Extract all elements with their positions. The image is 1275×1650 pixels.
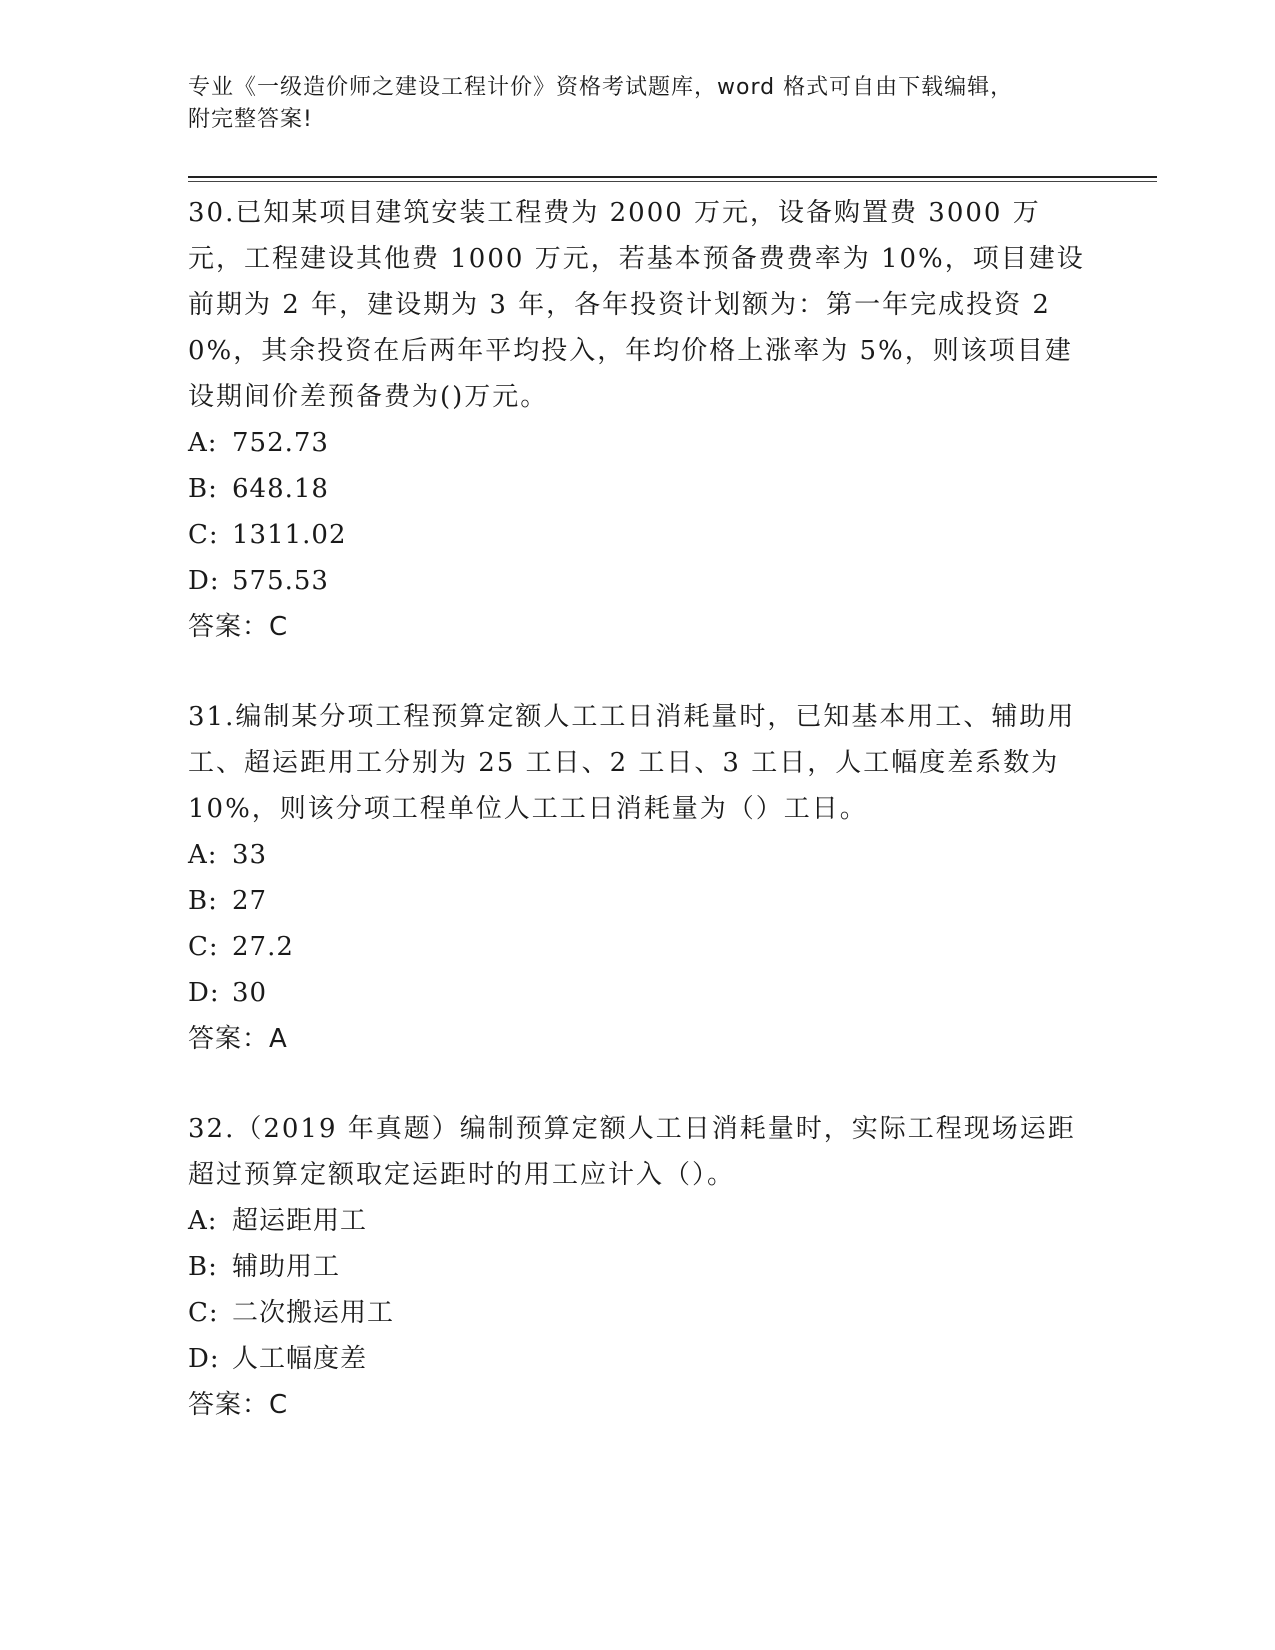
header-divider-thick xyxy=(188,176,1157,178)
question-list xyxy=(188,190,1088,1472)
page-header xyxy=(188,72,1068,136)
option-key: A: xyxy=(188,428,218,458)
option-text: 752.73 xyxy=(232,428,329,458)
question-stem: 31.编制某分项工程预算定额人工工日消耗量时，已知基本用工、辅助用工、超运距用工分别为 25 工日、2 工日、3 工日，人工幅度差系数为 10%，则该分项工程单位人工工日消耗量为（）工日。 xyxy=(188,702,1076,824)
option-d[interactable] xyxy=(188,970,1088,1016)
header-line-1: 专业《一级造价师之建设工程计价》资格考试题库，word 格式可自由下载编辑， xyxy=(188,75,1014,100)
option-key: A: xyxy=(188,840,218,870)
option-text: 1311.02 xyxy=(232,520,347,550)
option-a[interactable] xyxy=(188,420,1088,466)
option-text: 超运距用工 xyxy=(232,1206,368,1236)
question-32 xyxy=(188,1106,1088,1428)
option-c[interactable] xyxy=(188,512,1088,558)
option-text: 30 xyxy=(232,978,268,1008)
option-b[interactable] xyxy=(188,878,1088,924)
option-d[interactable] xyxy=(188,1336,1088,1382)
option-text: 648.18 xyxy=(232,474,329,504)
question-stem: 32.（2019 年真题）编制预算定额人工日消耗量时，实际工程现场运距超过预算定额取定运距时的用工应计入（）。 xyxy=(188,1114,1076,1190)
option-c[interactable] xyxy=(188,1290,1088,1336)
option-b[interactable] xyxy=(188,466,1088,512)
answer-label: 答案：C xyxy=(188,1390,289,1420)
header-divider-thin xyxy=(188,181,1157,182)
option-text: 辅助用工 xyxy=(232,1252,341,1282)
option-b[interactable] xyxy=(188,1244,1088,1290)
question-stem: 30.已知某项目建筑安装工程费为 2000 万元，设备购置费 3000 万元，工程建设其他费 1000 万元，若基本预备费费率为 10%，项目建设前期为 2 年，建设期为 3 年，各年投资计划额为：第一年完成投资 20%，其余投资在后两年平均投入，年均价格上涨率为 5%，则该项目建设期间价差预备费为()万元。 xyxy=(188,198,1085,412)
option-key: B: xyxy=(188,474,218,504)
option-text: 人工幅度差 xyxy=(232,1344,368,1374)
option-text: 575.53 xyxy=(232,566,329,596)
option-text: 二次搬运用工 xyxy=(232,1298,395,1328)
option-text: 27.2 xyxy=(232,932,294,962)
option-d[interactable] xyxy=(188,558,1088,604)
question-31 xyxy=(188,694,1088,1062)
option-key: C: xyxy=(188,932,219,962)
option-text: 33 xyxy=(232,840,268,870)
option-key: B: xyxy=(188,1252,218,1282)
header-line-2: 附完整答案! xyxy=(188,107,313,132)
option-text: 27 xyxy=(232,886,268,916)
option-c[interactable] xyxy=(188,924,1088,970)
answer-label: 答案：C xyxy=(188,612,289,642)
option-key: D: xyxy=(188,978,220,1008)
option-a[interactable] xyxy=(188,1198,1088,1244)
option-key: C: xyxy=(188,520,219,550)
option-key: D: xyxy=(188,566,220,596)
option-a[interactable] xyxy=(188,832,1088,878)
option-key: D: xyxy=(188,1344,220,1374)
option-key: C: xyxy=(188,1298,219,1328)
question-30 xyxy=(188,190,1088,650)
answer-label: 答案：A xyxy=(188,1024,288,1054)
option-key: A: xyxy=(188,1206,218,1236)
option-key: B: xyxy=(188,886,218,916)
